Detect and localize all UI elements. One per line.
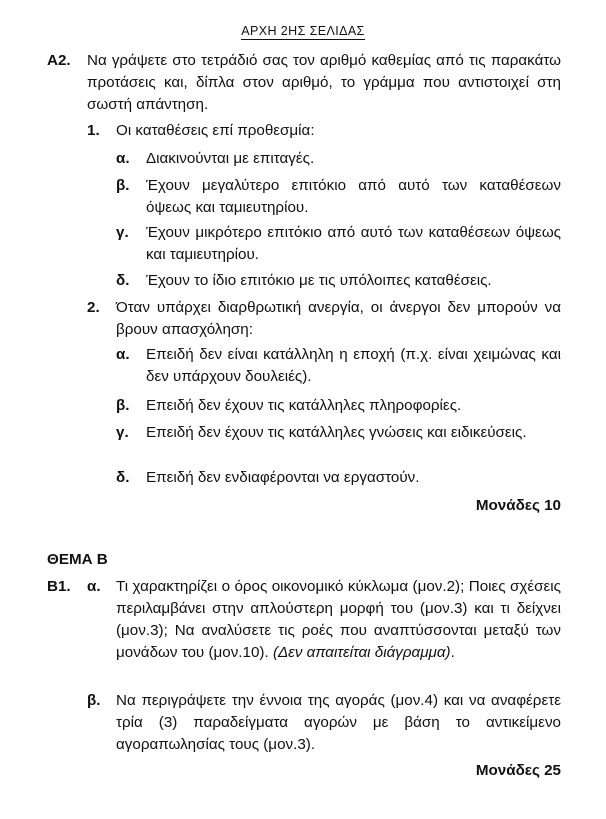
q1-option-b-text: Έχουν μεγαλύτερο επιτόκιο από αυτό των καταθέσεων όψεως και ταμιευτηρίου. — [146, 177, 561, 216]
question-label-a2: Α2. — [47, 52, 71, 69]
b1-part-a-text — [116, 576, 561, 664]
q1-option-c-letter: γ. — [116, 224, 129, 241]
q2-text: Όταν υπάρχει διαρθρωτική ανεργία, οι άνεργοι δεν μπορούν να βρουν απασχόληση: — [116, 299, 561, 338]
b1-part-a-note-end: . — [450, 644, 455, 661]
q2-number: 2. — [87, 299, 100, 316]
q2-option-c-letter: γ. — [116, 424, 129, 441]
q1-option-d-letter: δ. — [116, 272, 130, 289]
page-header — [0, 20, 606, 42]
question-label-b1: Β1. — [47, 578, 71, 595]
q1-option-a-text: Διακινούνται με επιταγές. — [146, 150, 315, 167]
q2-option-a-letter: α. — [116, 346, 130, 363]
b1-part-b-letter: β. — [87, 692, 101, 709]
q2-option-d-letter: δ. — [116, 469, 130, 486]
a2-points: Μονάδες 10 — [475, 497, 561, 514]
q2-option-b-letter: β. — [116, 397, 130, 414]
q2-option-d-text: Επειδή δεν ενδιαφέρονται να εργαστούν. — [146, 469, 420, 486]
q2-option-a-text: Επειδή δεν είναι κατάλληλη η εποχή (π.χ. είναι χειμώνας και δεν υπάρχουν δουλειές). — [146, 346, 561, 385]
page-header-text: ΑΡΧΗ 2ΗΣ ΣΕΛΙΔΑΣ — [241, 24, 365, 38]
b1-points: Μονάδες 25 — [475, 762, 561, 779]
section-title-theme-b: ΘΕΜΑ Β — [47, 551, 108, 568]
q1-number: 1. — [87, 122, 100, 139]
b1-part-a-note: (Δεν απαιτείται διάγραμμα) — [272, 644, 451, 661]
q2-option-c-text: Επειδή δεν έχουν τις κατάλληλες γνώσεις και ειδικεύσεις. — [146, 424, 527, 441]
q1-text: Οι καταθέσεις επί προθεσμία: — [116, 122, 315, 139]
q1-option-d-text: Έχουν το ίδιο επιτόκιο με τις υπόλοιπες καταθέσεις. — [146, 272, 492, 289]
a2-instruction: Να γράψετε στο τετράδιό σας τον αριθμό καθεμίας από τις παρακάτω προτάσεις και, δίπλα στον αριθμό, το γράμμα που αντιστοιχεί στη σωστή απάντηση. — [87, 52, 561, 113]
q1-option-a-letter: α. — [116, 150, 130, 167]
b1-part-a-body: Τι χαρακτηρίζει ο όρος οικονομικό κύκλωμα (μον.2); Ποιες σχέσεις περιλαμβάνει στην απλούστερη μορφή του (μον.3) και τι δείχνει (μον.3); Να αναλύσετε τις ροές που αναπτύσσονται μεταξύ των μονάδων του (μον.10). — [116, 578, 561, 661]
q1-option-c-text: Έχουν μικρότερο επιτόκιο από αυτό των καταθέσεων όψεως και ταμιευτηρίου. — [146, 224, 561, 263]
b1-part-b-text: Να περιγράψετε την έννοια της αγοράς (μον.4) και να αναφέρετε τρία (3) παραδείγματα αγορών με βάση το αντικείμενο αγοραπωλησίας τους (μον.3). — [116, 692, 561, 753]
q2-option-b-text: Επειδή δεν έχουν τις κατάλληλες πληροφορίες. — [146, 397, 462, 414]
b1-part-a-letter: α. — [87, 578, 101, 595]
q1-option-b-letter: β. — [116, 177, 130, 194]
